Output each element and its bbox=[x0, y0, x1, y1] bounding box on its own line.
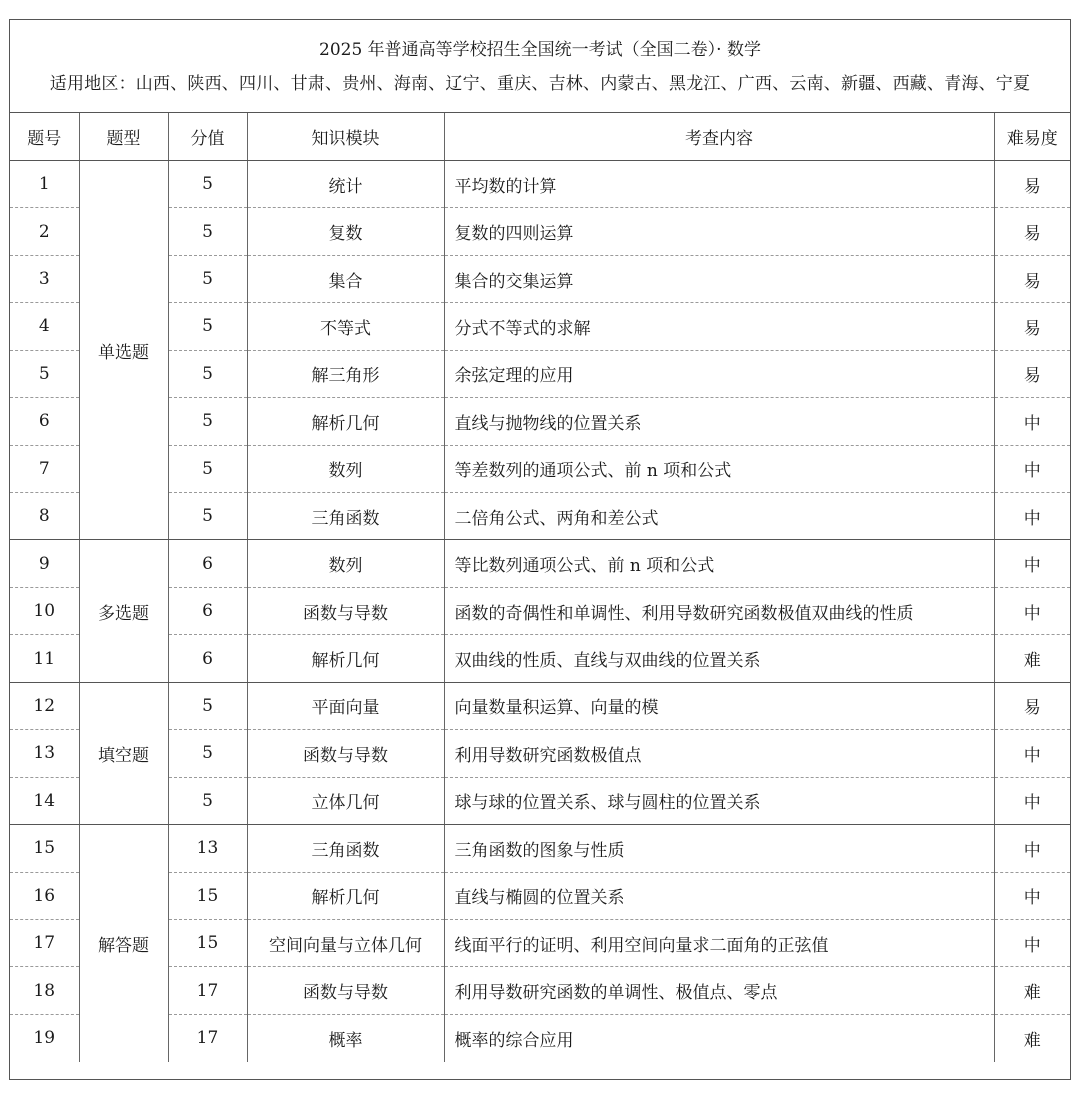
score-value: 13 bbox=[168, 825, 247, 872]
table-row bbox=[10, 967, 1070, 1014]
difficulty-level: 中 bbox=[994, 445, 1070, 492]
table-row bbox=[10, 1014, 1070, 1061]
table-row bbox=[10, 872, 1070, 919]
question-type: 填空题 bbox=[79, 682, 168, 824]
question-type: 解答题 bbox=[79, 825, 168, 1062]
exam-content: 分式不等式的求解 bbox=[444, 303, 994, 350]
question-number: 1 bbox=[10, 160, 79, 207]
score-value: 5 bbox=[168, 493, 247, 540]
knowledge-module: 解析几何 bbox=[247, 872, 444, 919]
knowledge-module: 空间向量与立体几何 bbox=[247, 919, 444, 966]
exam-content: 二倍角公式、两角和差公式 bbox=[444, 493, 994, 540]
question-number: 18 bbox=[10, 967, 79, 1014]
exam-content: 球与球的位置关系、球与圆柱的位置关系 bbox=[444, 777, 994, 824]
knowledge-module: 统计 bbox=[247, 160, 444, 207]
table-header-block bbox=[10, 20, 1070, 113]
knowledge-module: 数列 bbox=[247, 445, 444, 492]
exam-content: 直线与椭圆的位置关系 bbox=[444, 872, 994, 919]
column-header-type: 题型 bbox=[79, 113, 168, 160]
question-number: 14 bbox=[10, 777, 79, 824]
difficulty-level: 易 bbox=[994, 208, 1070, 255]
table-row bbox=[10, 493, 1070, 540]
table-row bbox=[10, 350, 1070, 397]
knowledge-module: 复数 bbox=[247, 208, 444, 255]
question-number: 4 bbox=[10, 303, 79, 350]
knowledge-module: 集合 bbox=[247, 255, 444, 302]
score-value: 6 bbox=[168, 587, 247, 634]
exam-content: 集合的交集运算 bbox=[444, 255, 994, 302]
column-header-difficulty: 难易度 bbox=[994, 113, 1070, 160]
question-number: 9 bbox=[10, 540, 79, 587]
exam-content: 双曲线的性质、直线与双曲线的位置关系 bbox=[444, 635, 994, 682]
table-row bbox=[10, 682, 1070, 729]
difficulty-level: 中 bbox=[994, 587, 1070, 634]
score-value: 5 bbox=[168, 255, 247, 302]
exam-content: 等差数列的通项公式、前 n 项和公式 bbox=[444, 445, 994, 492]
question-number: 13 bbox=[10, 730, 79, 777]
exam-title: 2025 年普通高等学校招生全国统一考试（全国二卷）· 数学 bbox=[319, 40, 761, 60]
exam-content: 平均数的计算 bbox=[444, 160, 994, 207]
question-number: 11 bbox=[10, 635, 79, 682]
knowledge-module: 函数与导数 bbox=[247, 730, 444, 777]
exam-content: 等比数列通项公式、前 n 项和公式 bbox=[444, 540, 994, 587]
exam-analysis-table bbox=[10, 113, 1070, 1062]
question-number: 8 bbox=[10, 493, 79, 540]
knowledge-module: 平面向量 bbox=[247, 682, 444, 729]
score-value: 17 bbox=[168, 1014, 247, 1061]
score-value: 15 bbox=[168, 919, 247, 966]
difficulty-level: 中 bbox=[994, 540, 1070, 587]
difficulty-level: 难 bbox=[994, 635, 1070, 682]
knowledge-module: 立体几何 bbox=[247, 777, 444, 824]
table-row bbox=[10, 445, 1070, 492]
question-number: 2 bbox=[10, 208, 79, 255]
table-body bbox=[10, 160, 1070, 1061]
exam-content: 函数的奇偶性和单调性、利用导数研究函数极值双曲线的性质 bbox=[444, 587, 994, 634]
question-number: 17 bbox=[10, 919, 79, 966]
score-value: 5 bbox=[168, 730, 247, 777]
exam-content: 向量数量积运算、向量的模 bbox=[444, 682, 994, 729]
question-type: 单选题 bbox=[79, 160, 168, 540]
exam-content: 线面平行的证明、利用空间向量求二面角的正弦值 bbox=[444, 919, 994, 966]
score-value: 6 bbox=[168, 635, 247, 682]
difficulty-level: 难 bbox=[994, 1014, 1070, 1061]
knowledge-module: 不等式 bbox=[247, 303, 444, 350]
question-number: 3 bbox=[10, 255, 79, 302]
column-header-module: 知识模块 bbox=[247, 113, 444, 160]
table-row bbox=[10, 398, 1070, 445]
score-value: 5 bbox=[168, 208, 247, 255]
exam-content: 三角函数的图象与性质 bbox=[444, 825, 994, 872]
exam-content: 余弦定理的应用 bbox=[444, 350, 994, 397]
knowledge-module: 解析几何 bbox=[247, 635, 444, 682]
question-number: 12 bbox=[10, 682, 79, 729]
column-header-row bbox=[10, 113, 1070, 160]
knowledge-module: 三角函数 bbox=[247, 493, 444, 540]
knowledge-module: 数列 bbox=[247, 540, 444, 587]
difficulty-level: 易 bbox=[994, 682, 1070, 729]
question-type: 多选题 bbox=[79, 540, 168, 682]
column-header-no: 题号 bbox=[10, 113, 79, 160]
table-row bbox=[10, 160, 1070, 207]
applicable-regions: 适用地区：山西、陕西、四川、甘肃、贵州、海南、辽宁、重庆、吉林、内蒙古、黑龙江、广西、云南、新疆、西藏、青海、宁夏 bbox=[49, 74, 1031, 94]
score-value: 5 bbox=[168, 682, 247, 729]
question-number: 19 bbox=[33, 1028, 56, 1049]
knowledge-module: 函数与导数 bbox=[247, 587, 444, 634]
score-value: 5 bbox=[168, 445, 247, 492]
knowledge-module: 解三角形 bbox=[247, 350, 444, 397]
difficulty-level: 易 bbox=[994, 255, 1070, 302]
table-row bbox=[10, 635, 1070, 682]
column-header-content: 考查内容 bbox=[444, 113, 994, 160]
question-number: 6 bbox=[10, 398, 79, 445]
knowledge-module: 三角函数 bbox=[247, 825, 444, 872]
difficulty-level: 中 bbox=[994, 825, 1070, 872]
table-row bbox=[10, 587, 1070, 634]
question-number: 16 bbox=[10, 872, 79, 919]
difficulty-level: 中 bbox=[994, 777, 1070, 824]
knowledge-module: 函数与导数 bbox=[247, 967, 444, 1014]
question-number: 7 bbox=[10, 445, 79, 492]
exam-content: 直线与抛物线的位置关系 bbox=[444, 398, 994, 445]
score-value: 5 bbox=[168, 777, 247, 824]
difficulty-level: 中 bbox=[994, 872, 1070, 919]
question-number: 15 bbox=[10, 825, 79, 872]
score-value: 17 bbox=[168, 967, 247, 1014]
table-row bbox=[10, 540, 1070, 587]
exam-content: 复数的四则运算 bbox=[444, 208, 994, 255]
difficulty-level: 易 bbox=[994, 160, 1070, 207]
score-value: 6 bbox=[168, 540, 247, 587]
score-value: 5 bbox=[168, 303, 247, 350]
question-number: 10 bbox=[10, 587, 79, 634]
difficulty-level: 易 bbox=[994, 350, 1070, 397]
exam-content: 概率的综合应用 bbox=[444, 1014, 994, 1061]
difficulty-level: 中 bbox=[994, 493, 1070, 540]
difficulty-level: 中 bbox=[994, 919, 1070, 966]
exam-content: 利用导数研究函数的单调性、极值点、零点 bbox=[444, 967, 994, 1014]
knowledge-module: 概率 bbox=[247, 1014, 444, 1061]
score-value: 5 bbox=[168, 350, 247, 397]
difficulty-level: 中 bbox=[994, 730, 1070, 777]
score-value: 5 bbox=[168, 398, 247, 445]
table-row bbox=[10, 919, 1070, 966]
exam-analysis-table-frame bbox=[9, 19, 1071, 1080]
table-row bbox=[10, 208, 1070, 255]
exam-content: 利用导数研究函数极值点 bbox=[444, 730, 994, 777]
difficulty-level: 易 bbox=[994, 303, 1070, 350]
question-number: 5 bbox=[10, 350, 79, 397]
table-row bbox=[10, 825, 1070, 872]
difficulty-level: 中 bbox=[994, 398, 1070, 445]
table-row bbox=[10, 303, 1070, 350]
score-value: 5 bbox=[168, 160, 247, 207]
score-value: 15 bbox=[168, 872, 247, 919]
knowledge-module: 解析几何 bbox=[247, 398, 444, 445]
table-row bbox=[10, 730, 1070, 777]
table-row bbox=[10, 777, 1070, 824]
column-header-score: 分值 bbox=[168, 113, 247, 160]
table-row bbox=[10, 255, 1070, 302]
difficulty-level: 难 bbox=[994, 967, 1070, 1014]
